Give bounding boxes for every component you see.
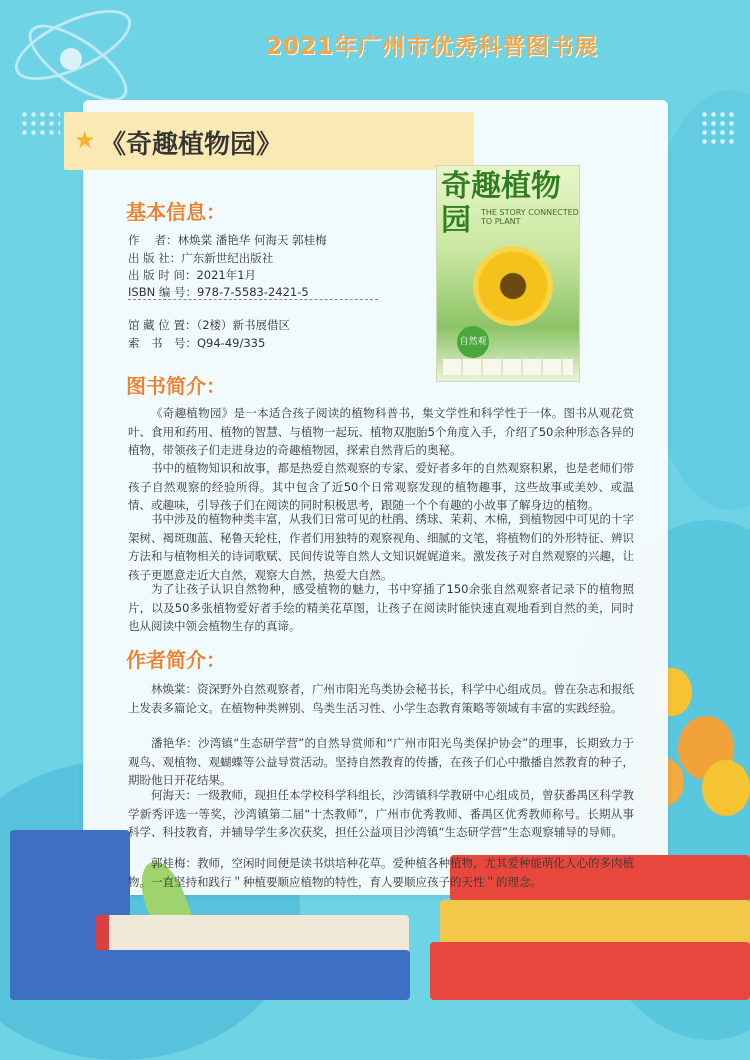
sunflower-icon: [473, 246, 553, 326]
info-author: 作 者：林焕棠 潘艳华 何海天 郭桂梅: [128, 233, 327, 247]
basic-info-heading: 基本信息：: [126, 200, 226, 224]
dot-pattern: [700, 110, 736, 146]
info-publish-date: 出 版 时 间：2021年1月: [128, 268, 257, 282]
info-publisher: 出 版 社：广东新世纪出版社: [128, 251, 274, 265]
exhibition-title: 2021年广州市优秀科普图书展: [266, 34, 599, 60]
book-stack-decoration: [440, 900, 750, 944]
info-location: 馆 藏 位 置：（2楼）新书展借区: [128, 318, 291, 332]
dot-pattern: [20, 110, 60, 138]
cover-thumbnails: [443, 359, 573, 375]
author-bio: 何海天：一级教师，现担任本学校科学科组长，沙湾镇科学教研中心组成员，曾获番禺区科学教学新秀评选一等奖，沙湾镇第二届“十杰教师”，广州市优秀教师、番禺区优秀教师称号。长期从事科学、科技教育，并辅导学生多次获奖，担任公益项目沙湾镇“生态研学营”生态观察辅导的导师。: [128, 788, 634, 839]
balloon-decoration: [702, 760, 750, 816]
cover-badge: 自然观: [457, 326, 489, 358]
book-stack-decoration: [90, 950, 410, 1000]
intro-heading: 图书简介：: [126, 374, 226, 398]
author-bio: 潘艳华：沙湾镇“生态研学营”的自然导赏师和“广州市阳光鸟类保护协会”的理事，长期致力于观鸟、观植物、观蝴蝶等公益导赏活动。坚持自然教育的传播，在孩子们心中撒播自然教育的种子，期盼他日开花结果。: [128, 736, 634, 787]
book-stack-decoration: [430, 942, 750, 1000]
intro-paragraph: 《奇趣植物园》是一本适合孩子阅读的植物科普书，集文学性和科学性于一体。图书从观花赏叶、食用和药用、植物的智慧、与植物一起玩、植物双胞胎5个角度入手，介绍了50余种形态各异的植物，带领孩子们走进身边的奇趣植物园，探索自然背后的奥秘。: [128, 406, 634, 457]
atom-nucleus-icon: [60, 48, 82, 70]
authors-heading: 作者简介：: [126, 648, 226, 672]
cover-subtitle: THE STORY CONNECTED TO PLANT: [481, 208, 579, 226]
intro-paragraph: 书中涉及的植物种类丰富，从我们日常可见的杜鹃、绣球、茉莉、木棉，到植物园中可见的十字架树、褐斑珈蓝、秘鲁天轮柱，作者们用独特的观察视角、细腻的文笔，将植物们的外形特征、辨识方法和与植物相关的诗词歌赋、民间传说等自然人文知识娓娓道来。激发孩子对自然观察的兴趣，让孩子更愿意走近大自然，观察大自然，热爱大自然。: [128, 512, 634, 582]
book-cover-image: [436, 165, 580, 382]
divider: [128, 299, 378, 300]
info-call-number: 索 书 号：Q94-49/335: [128, 336, 266, 350]
intro-paragraph: 为了让孩子认识自然物种，感受植物的魅力，书中穿插了150余张自然观察者记录下的植物照片，以及50多张植物爱好者手绘的精美花草图，让孩子在阅读时能快速直观地看到自然的美，同时也从阅读中领会植物生存的真谛。: [128, 582, 634, 633]
info-isbn: ISBN 编 号：978-7-5583-2421-5: [128, 285, 309, 299]
cover-title: 奇趣植物园: [441, 169, 561, 238]
book-stack-decoration: [95, 915, 409, 953]
star-icon: ★: [74, 126, 96, 154]
intro-paragraph: 书中的植物知识和故事，都是热爱自然观察的专家、爱好者多年的自然观察积累，也是老师们带孩子自然观察的经验所得。其中包含了近50个日常观察发现的植物趣事，这些故事或美妙、或温情、或趣味，引导孩子们在阅读的同时积极思考，跟随一个个有趣的小故事了解身边的植物。: [128, 461, 634, 512]
author-bio: 郭桂梅：教师，空闲时间便是读书烘培种花草。爱种植各种植物，尤其爱种能萌化人心的多肉植物。一直坚持和践行＂种植要顺应植物的特性，育人要顺应孩子的天性＂的理念。: [128, 856, 634, 889]
book-title: 《奇趣植物园》: [100, 130, 283, 160]
author-bio: 林焕棠：资深野外自然观察者，广州市阳光鸟类协会秘书长，科学中心组成员。曾在杂志和报纸上发表多篇论文。在植物种类辨别、鸟类生活习性、小学生态教育策略等领域有丰富的实践经验。: [128, 682, 634, 715]
